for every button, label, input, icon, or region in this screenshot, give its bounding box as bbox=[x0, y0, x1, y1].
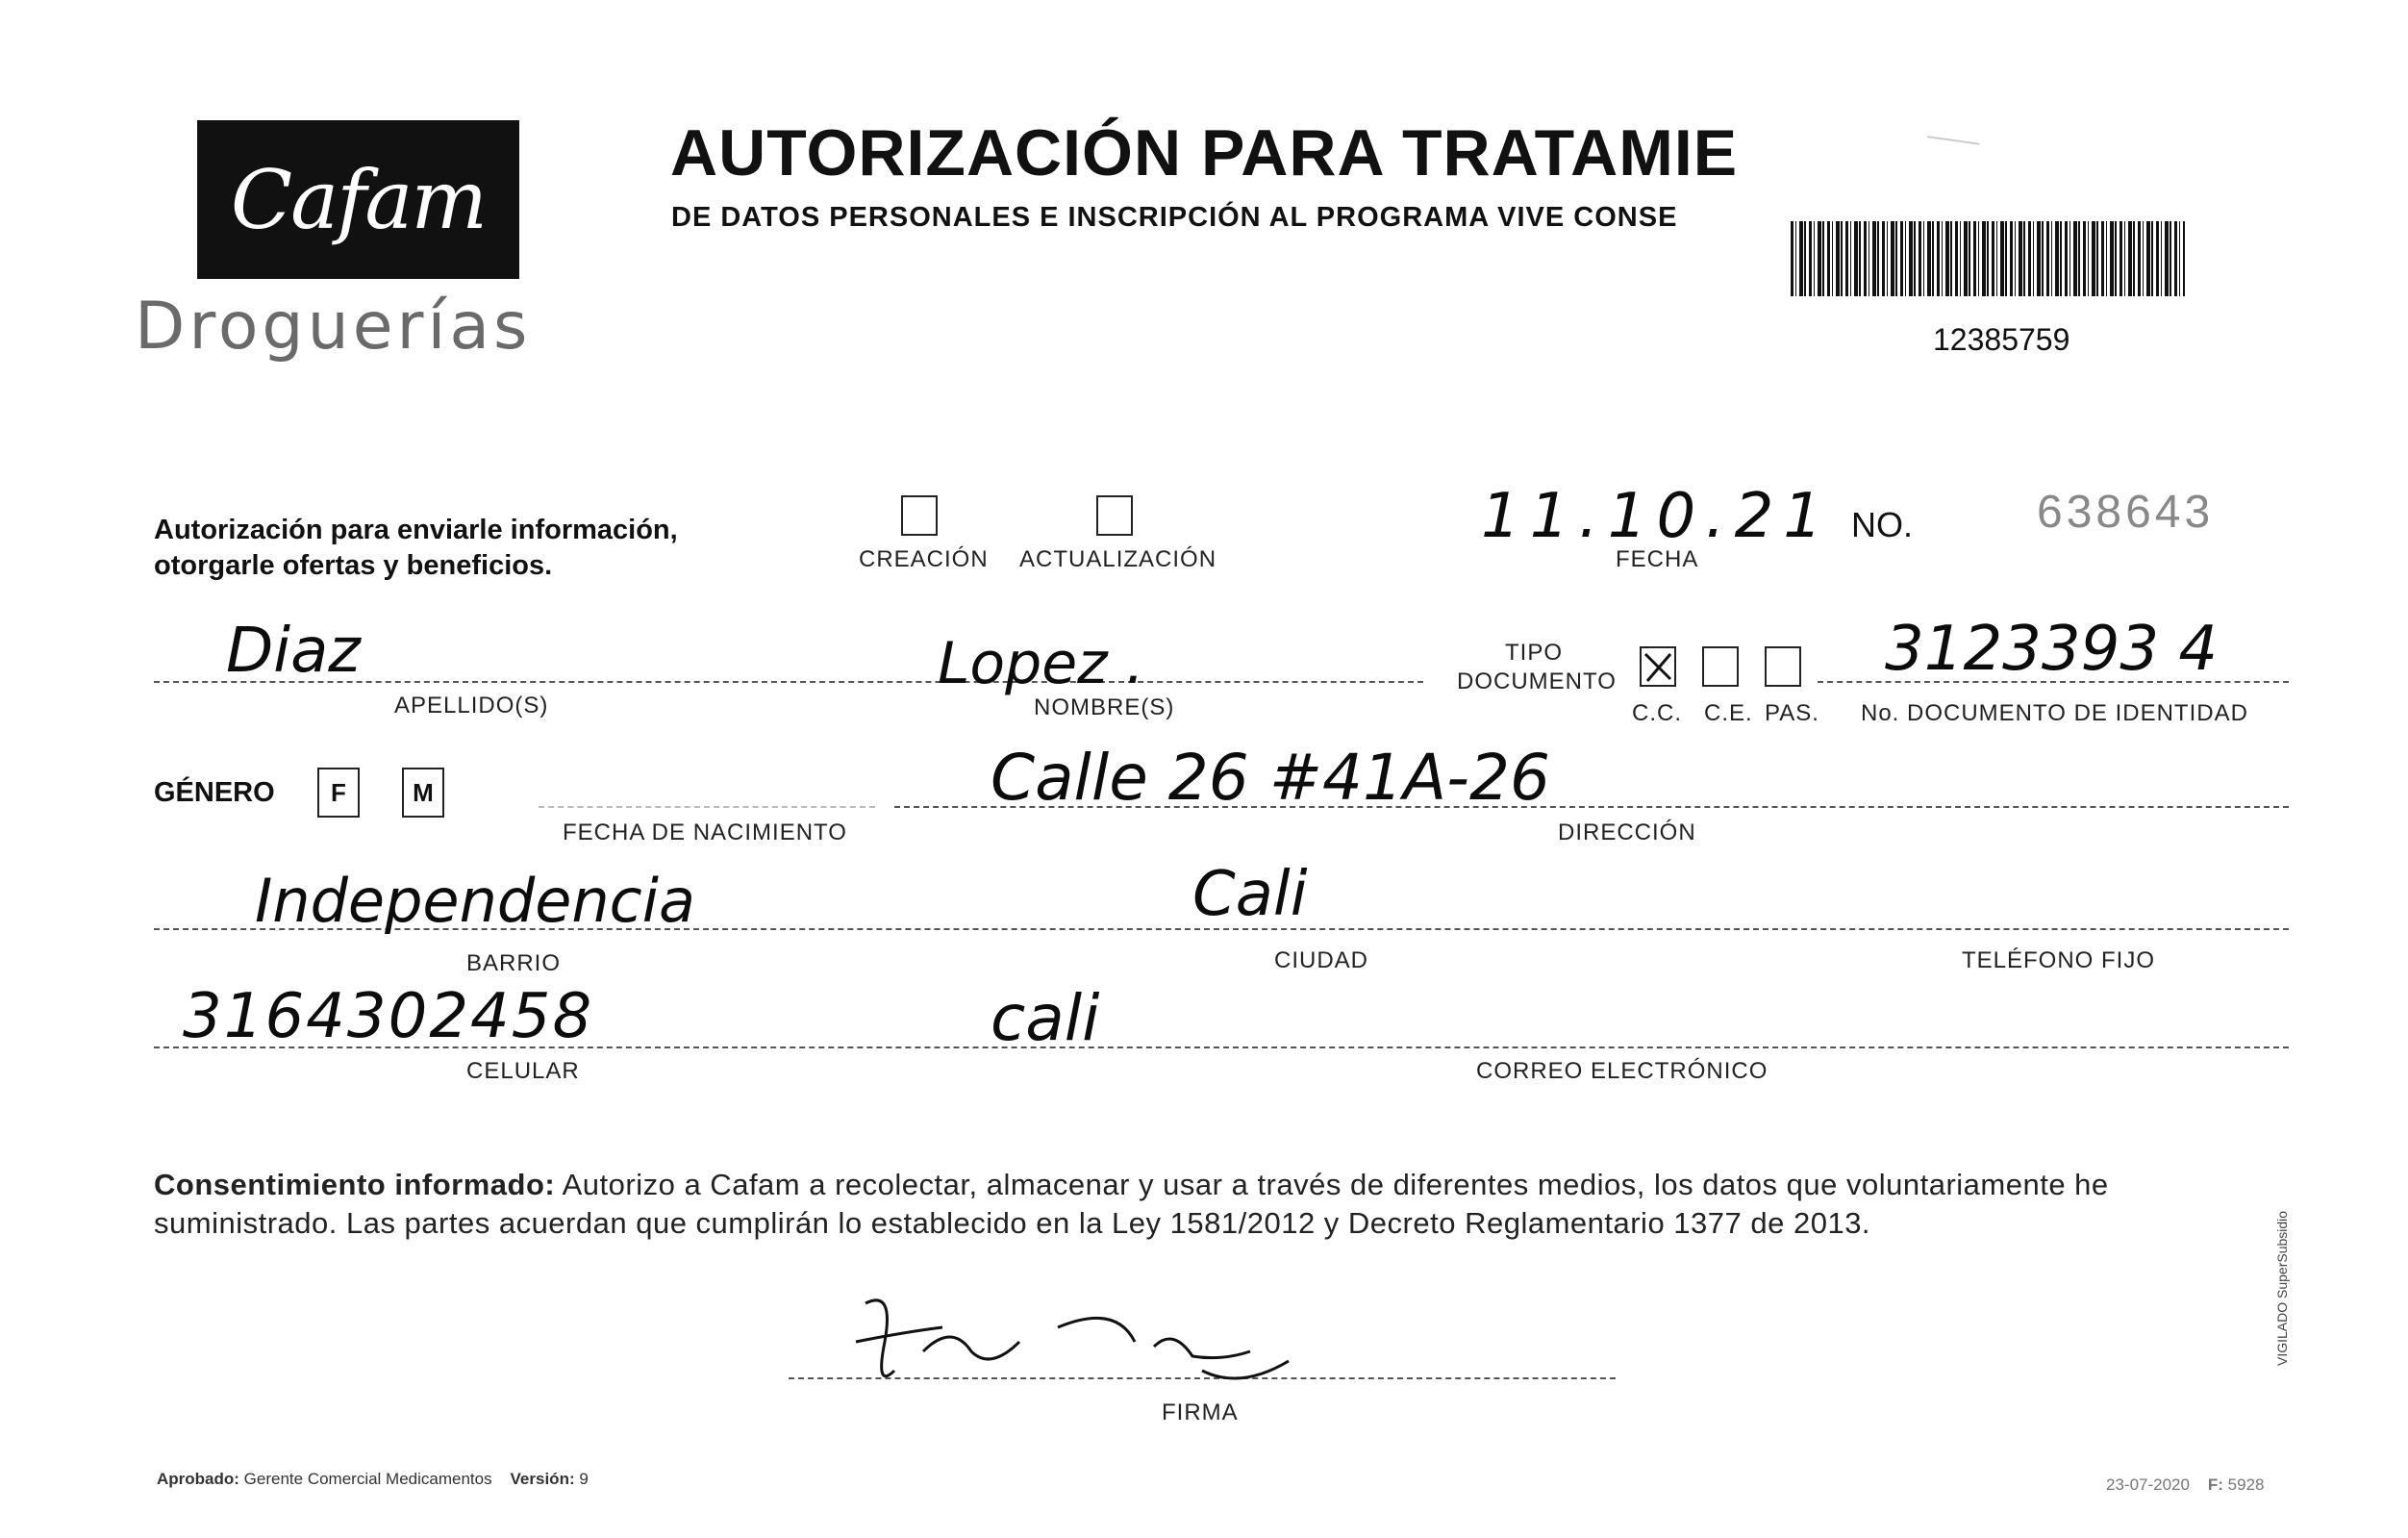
vigilado-side-text: VIGILADO SuperSubsidio bbox=[2274, 1210, 2290, 1366]
signature-scribble bbox=[837, 1284, 1337, 1409]
fecha-nacimiento-line bbox=[539, 806, 875, 808]
version-label: Versión: bbox=[510, 1470, 575, 1488]
ce-label: C.E. bbox=[1704, 700, 1753, 726]
intro-line-2: otorgarle ofertas y beneficios. bbox=[154, 550, 553, 581]
telefono-label: TELÉFONO FIJO bbox=[1962, 947, 2156, 973]
genero-f-box[interactable]: F bbox=[317, 768, 360, 818]
pas-label: PAS. bbox=[1765, 700, 1819, 726]
consent-paragraph bbox=[154, 1166, 2289, 1243]
logo-subtitle: Droguerías bbox=[135, 289, 532, 365]
barcode-number: 12385759 bbox=[1933, 322, 2070, 357]
tipo-doc-label-2: DOCUMENTO bbox=[1457, 668, 1617, 694]
consent-title: Consentimiento informado: bbox=[154, 1168, 556, 1201]
barrio-value[interactable]: Independencia bbox=[255, 866, 695, 936]
actualizacion-label: ACTUALIZACIÓN bbox=[1019, 546, 1217, 572]
actualizacion-checkbox[interactable] bbox=[1096, 495, 1133, 536]
celular-value[interactable]: 3164302458 bbox=[183, 981, 594, 1052]
tipo-doc-label-1: TIPO bbox=[1505, 640, 1564, 666]
barrio-label: BARRIO bbox=[466, 950, 562, 976]
cc-label: C.C. bbox=[1632, 700, 1682, 726]
correo-label: CORREO ELECTRÓNICO bbox=[1476, 1058, 1768, 1084]
version-value: 9 bbox=[579, 1470, 589, 1488]
cafam-logo bbox=[197, 120, 519, 279]
direccion-label: DIRECCIÓN bbox=[1558, 819, 1696, 845]
barcode bbox=[1791, 221, 2185, 296]
numero-label: NO. bbox=[1851, 505, 1914, 544]
ciudad-label: CIUDAD bbox=[1274, 947, 1369, 973]
fecha-label: FECHA bbox=[1616, 546, 1699, 572]
footer-right bbox=[2106, 1475, 2264, 1495]
direccion-value[interactable]: Calle 26 #41A-26 bbox=[991, 741, 1550, 815]
form-title: AUTORIZACIÓN PARA TRATAMIE bbox=[670, 116, 1739, 189]
form-code-label: F: bbox=[2207, 1475, 2223, 1494]
aprobado-value: Gerente Comercial Medicamentos bbox=[243, 1470, 492, 1488]
nombre-label: NOMBRE(S) bbox=[1034, 694, 1175, 720]
nombre-value[interactable]: Lopez . bbox=[938, 630, 1144, 697]
ce-checkbox[interactable] bbox=[1702, 646, 1739, 687]
form-subtitle: DE DATOS PERSONALES E INSCRIPCIÓN AL PROGRAMA VIVE CONSE bbox=[671, 202, 1678, 233]
documento-value[interactable]: 3123393 4 bbox=[1885, 614, 2219, 685]
apellido-value[interactable]: Diaz bbox=[226, 616, 361, 687]
cc-checkbox[interactable] bbox=[1640, 646, 1676, 687]
apellido-label: APELLIDO(S) bbox=[394, 693, 549, 719]
genero-m-box[interactable]: M bbox=[402, 768, 444, 818]
firma-label: FIRMA bbox=[1162, 1399, 1239, 1425]
celular-label: CELULAR bbox=[466, 1058, 580, 1084]
scan-mark bbox=[1927, 116, 1983, 144]
footer-date: 23-07-2020 bbox=[2106, 1475, 2190, 1494]
creacion-label: CREACIÓN bbox=[859, 546, 989, 572]
pas-checkbox[interactable] bbox=[1765, 646, 1801, 687]
intro-line-1: Autorización para enviarle información, bbox=[154, 515, 678, 545]
footer-left bbox=[157, 1470, 589, 1489]
documento-label: No. DOCUMENTO DE IDENTIDAD bbox=[1861, 700, 2248, 726]
fecha-nacimiento-label: FECHA DE NACIMIENTO bbox=[563, 819, 847, 845]
check-mark-icon bbox=[1642, 648, 1674, 685]
form-code-value: 5928 bbox=[2227, 1475, 2265, 1494]
genero-label: GÉNERO bbox=[154, 777, 275, 808]
correo-value[interactable]: cali bbox=[991, 981, 1100, 1055]
creacion-checkbox[interactable] bbox=[901, 495, 938, 536]
signature bbox=[837, 1284, 1337, 1414]
consent-text: Autorizo a Cafam a recolectar, almacenar y usar a través de diferentes medios, los datos que voluntariamente he suministrado. Las partes acuerdan que cumplirán lo establecido en la Ley 1581/2012 y Decreto Reglamentario 1377 de 2013. bbox=[154, 1168, 2109, 1240]
fecha-value[interactable]: 11.10.21 bbox=[1481, 481, 1832, 552]
ciudad-value[interactable]: Cali bbox=[1192, 859, 1308, 930]
logo-text: Cafam bbox=[230, 152, 487, 247]
numero-value: 638643 bbox=[2037, 487, 2215, 538]
aprobado-label: Aprobado: bbox=[157, 1470, 239, 1488]
